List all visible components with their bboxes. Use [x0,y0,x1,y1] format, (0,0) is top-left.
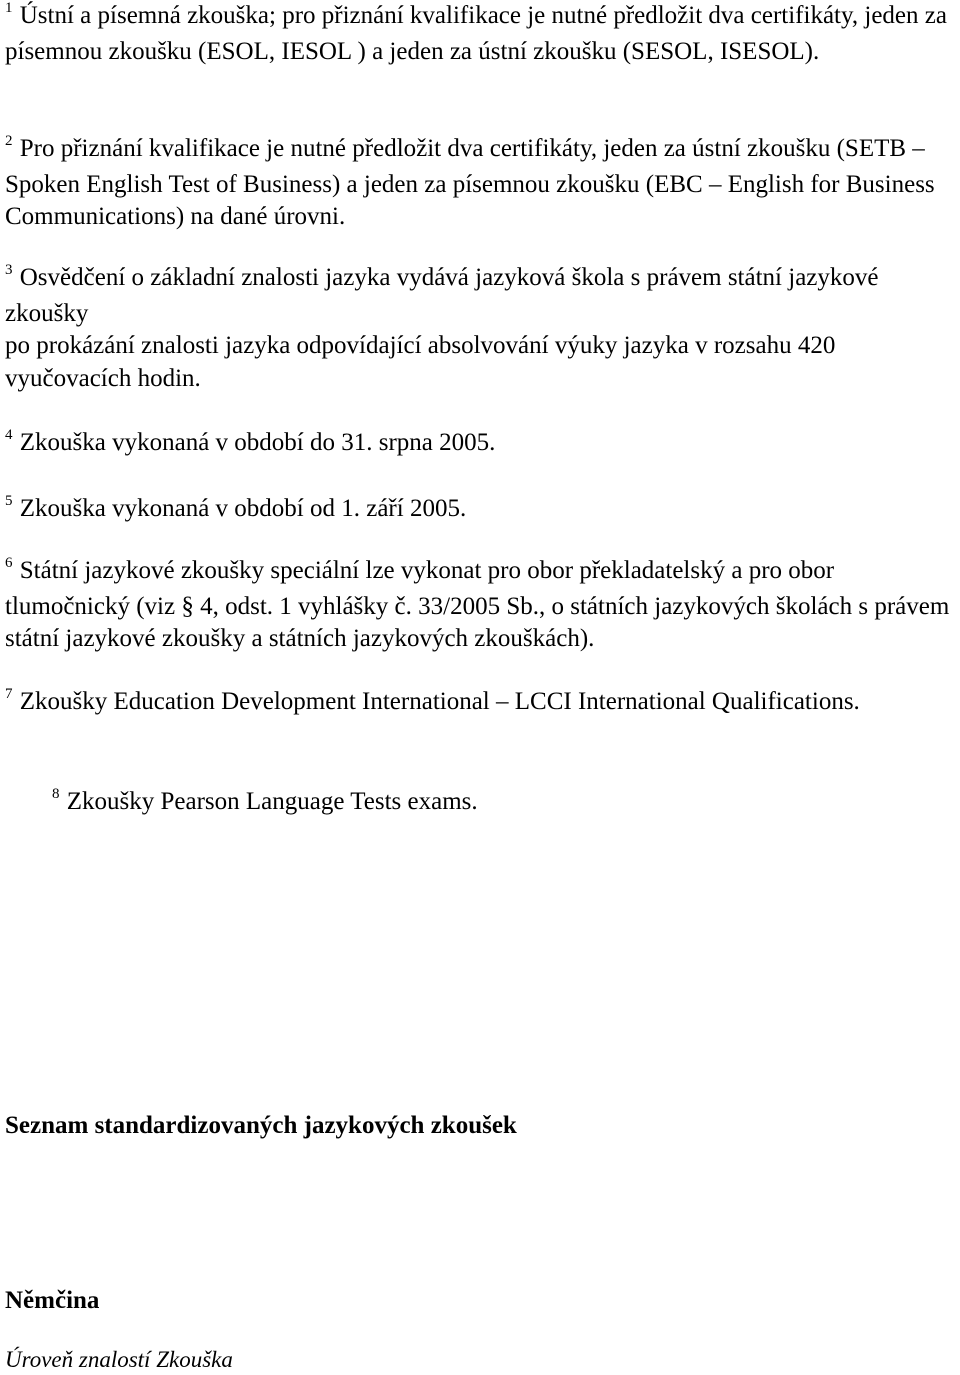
footnote-text-continued: po prokázání znalosti jazyka odpovídající absolvování výuky jazyka v rozsahu 420 vyučovacích hodin. [5,332,836,392]
footnote-number: 1 [5,0,13,16]
footnote-text: Osvědčení o základní znalosti jazyka vydává jazyková škola s právem státní jazykové zkoušky [5,264,879,327]
footnote-text: Zkoušky Pearson Language Tests exams. [66,788,478,815]
footnote-number: 4 [5,427,13,443]
footnote-number: 6 [5,555,13,571]
footnote-4 [5,427,957,463]
footnote-text: Pro přiznání kvalifikace je nutné předložit dva certifikáty, jeden za ústní zkoušku (SETB – Spoken English Test of Business) a jeden za písemnou zkoušku (EBC – English for Business Communications) na dané úrovni. [5,135,935,230]
footnote-number: 5 [5,493,13,509]
footnote-2 [5,133,957,234]
section-title: Seznam standardizovaných jazykových zkoušek [5,1112,517,1139]
footnote-number: 3 [5,262,13,278]
footnote-8 [52,786,952,822]
footnote-5 [5,493,957,529]
footnote-6 [5,555,957,656]
language-title: Němčina [5,1287,100,1314]
footnote-3 [5,262,957,395]
footnote-text: Státní jazykové zkoušky speciální lze vykonat pro obor překladatelský a pro obor tlumočnický (viz § 4, odst. 1 vyhlášky č. 33/2005 Sb., o státních jazykových školách s právem státní jazykové zkoušky a státních jazykových zkouškách). [5,557,950,652]
footnote-number: 8 [52,786,60,802]
footnote-text: Zkouška vykonaná v období od 1. září 2005. [19,495,467,522]
footnote-1 [5,0,957,68]
table-header: Úroveň znalostí Zkouška [5,1347,233,1372]
footnote-number: 2 [5,133,13,149]
footnote-text: Ústní a písemná zkouška; pro přiznání kvalifikace je nutné předložit dva certifikáty, jeden za písemnou zkoušku (ESOL, IESOL ) a jeden za ústní zkoušku (SESOL, ISESOL). [5,2,947,65]
footnote-text: Zkoušky Education Development International – LCCI International Qualifications. [19,688,860,715]
footnote-number: 7 [5,686,13,702]
footnote-7 [5,686,957,722]
footnote-text: Zkouška vykonaná v období do 31. srpna 2005. [19,429,496,456]
